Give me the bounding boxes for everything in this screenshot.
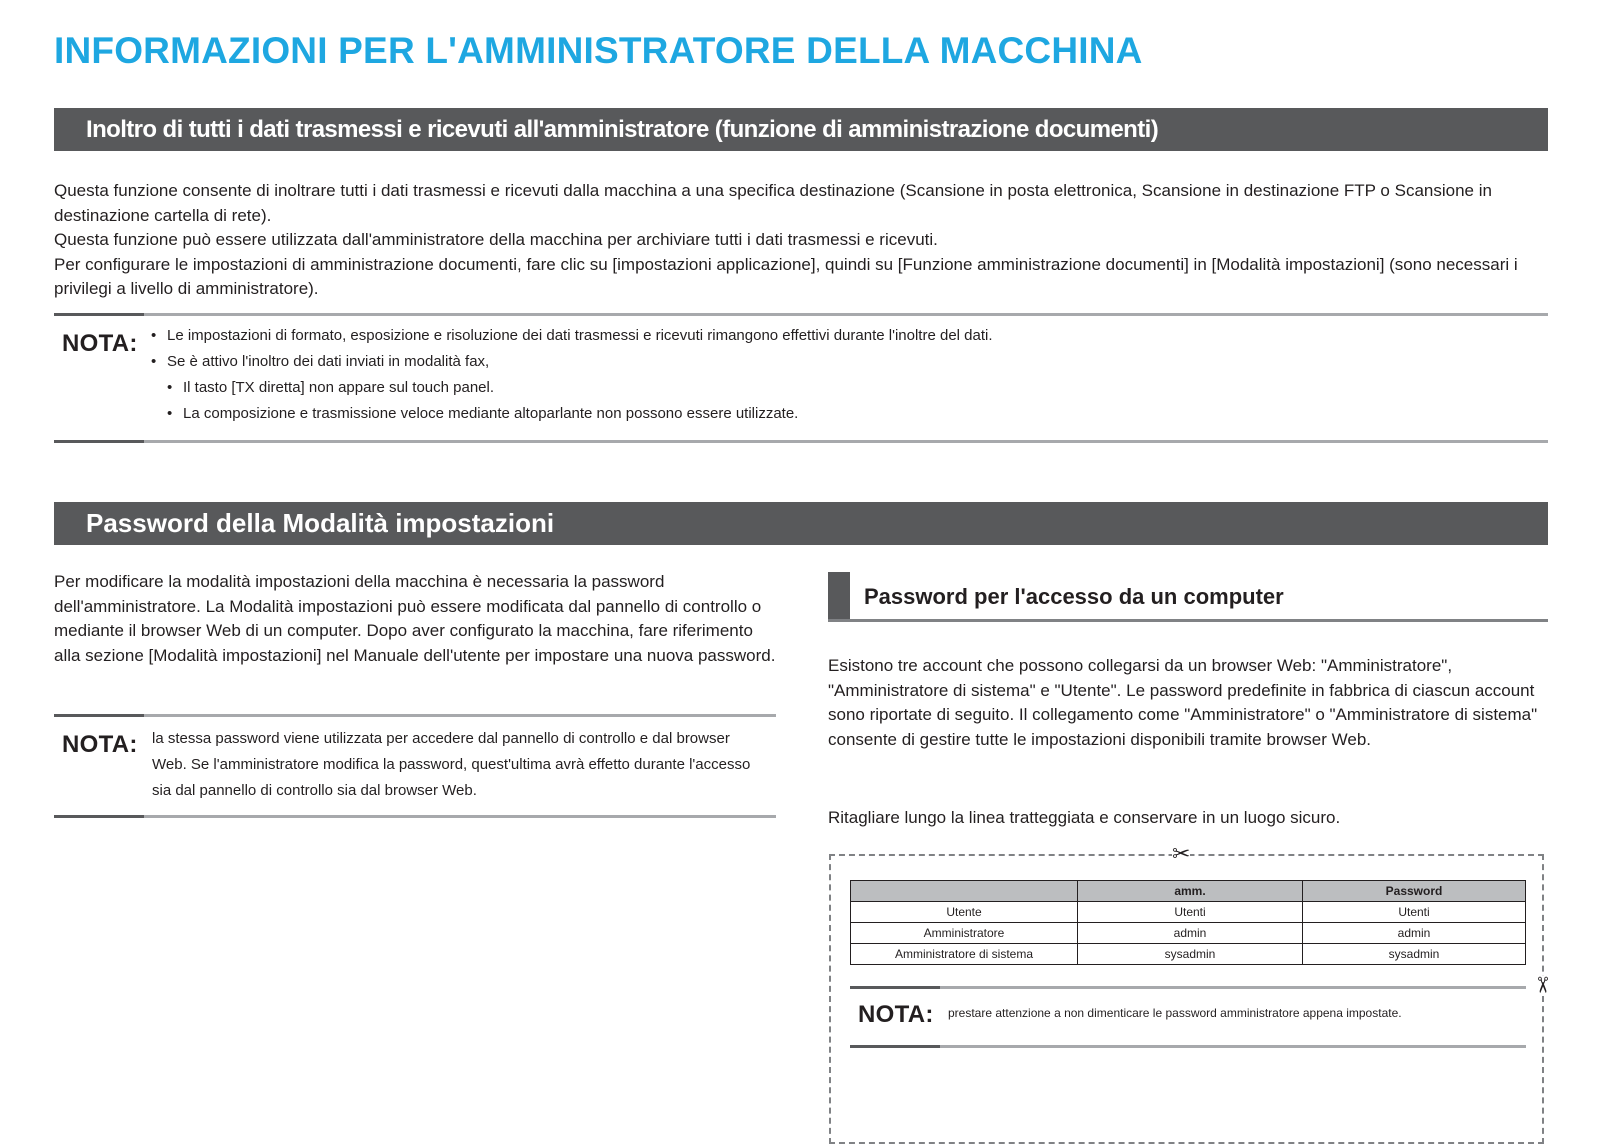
note-box	[54, 313, 1548, 443]
table-cell: admin	[1303, 923, 1526, 944]
scissors-icon: ✂	[1530, 975, 1556, 995]
scissors-icon: ✂	[1172, 841, 1191, 866]
table-cell: admin	[1078, 923, 1303, 944]
table-cell: sysadmin	[1078, 944, 1303, 965]
column-header: amm.	[1078, 881, 1303, 902]
table-cell: sysadmin	[1303, 944, 1526, 965]
heading-marker	[828, 572, 850, 619]
note-label: NOTA:	[62, 731, 138, 758]
column-header: Password	[1303, 881, 1526, 902]
table-cell: Utente	[851, 902, 1078, 923]
table-row	[851, 944, 1526, 965]
note-box	[54, 714, 776, 818]
note-box	[850, 986, 1526, 1048]
section-heading-password: Password della Modalità impostazioni	[54, 502, 1548, 545]
password-table	[850, 880, 1526, 965]
section1-body	[54, 179, 1548, 302]
subsection-heading	[828, 572, 1548, 622]
list-item: • Se è attivo l'inoltro dei dati inviati in modalità fax,	[151, 349, 993, 375]
section-heading-document-admin: Inoltro di tutti i dati trasmessi e ricevuti all'amministratore (funzione di amministrazione documenti)	[54, 108, 1548, 151]
table-header-row	[851, 881, 1526, 902]
paragraph: Questa funzione può essere utilizzata dall'amministratore della macchina per archiviare tutti i dati trasmessi e ricevuti.	[54, 230, 938, 249]
page-title: INFORMAZIONI PER L'AMMINISTRATORE DELLA MACCHINA	[54, 30, 1143, 71]
list-item: • Le impostazioni di formato, esposizione e risoluzione dei dati trasmessi e ricevuti rimangono effettivi durante l'inoltre del dati.	[151, 323, 993, 349]
note-label: NOTA:	[858, 1001, 934, 1028]
note-label: NOTA:	[62, 330, 138, 357]
table-cell: Amministratore di sistema	[851, 944, 1078, 965]
note-text: prestare attenzione a non dimenticare le password amministratore appena impostate.	[948, 1006, 1402, 1020]
subsection-body: Esistono tre account che possono collegarsi da un browser Web: "Amministratore", "Amministratore di sistema" e "Utente". Le password predefinite in fabbrica di ciascun account sono riportate di seguito. Il collegamento come "Amministratore" o "Amministratore di sistema" consente di gestire tutte le impostazioni disponibili tramite browser Web.	[828, 656, 1538, 749]
section2-intro: Per modificare la modalità impostazioni della macchina è necessaria la password dell'amministratore. La Modalità impostazioni può essere modificata dal pannello di controllo o mediante il browser Web di un computer. Dopo aver configurato la macchina, fare riferimento alla sezione [Modalità impostazioni] nel Manuale dell'utente per impostare una nuova password.	[54, 572, 776, 665]
paragraph: Per configurare le impostazioni di amministrazione documenti, fare clic su [impostazioni applicazione], quindi su [Funzione amministrazione documenti] in [Modalità impostazioni] (sono necessari i privilegi a livello di amministratore).	[54, 254, 1518, 298]
table-cell: Amministratore	[851, 923, 1078, 944]
table-cell: Utenti	[1303, 902, 1526, 923]
table-cell: Utenti	[1078, 902, 1303, 923]
table-row	[851, 902, 1526, 923]
cut-instruction: Ritagliare lungo la linea tratteggiata e conservare in un luogo sicuro.	[828, 808, 1341, 827]
subsection-title: Password per l'accesso da un computer	[864, 584, 1284, 609]
column-header	[851, 881, 1078, 902]
list-item: • La composizione e trasmissione veloce mediante altoparlante non possono essere utilizzate.	[167, 401, 993, 427]
note-text: la stessa password viene utilizzata per accedere dal pannello di controllo e dal browser Web. Se l'amministratore modifica la password, quest'ultima avrà effetto durante l'accesso sia dal pannello di controllo sia dal browser Web.	[152, 730, 751, 799]
note-list	[151, 323, 993, 427]
table-row	[851, 923, 1526, 944]
paragraph: Questa funzione consente di inoltrare tutti i dati trasmessi e ricevuti dalla macchina a una specifica destinazione (Scansione in posta elettronica, Scansione in destinazione FTP o Scansione in destinazione cartella di rete).	[54, 181, 1492, 225]
list-item: • Il tasto [TX diretta] non appare sul touch panel.	[167, 375, 993, 401]
